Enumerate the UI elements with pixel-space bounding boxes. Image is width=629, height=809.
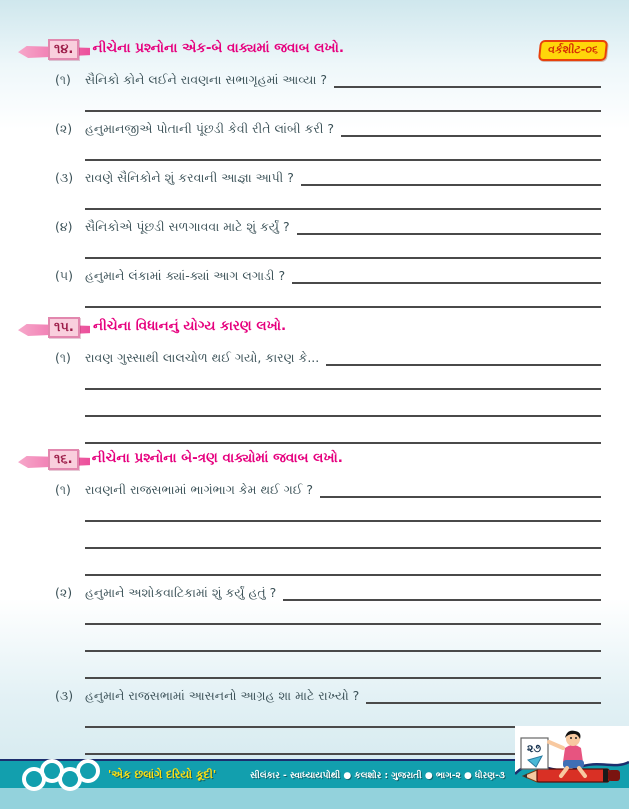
section-title: નીચેના વિધાનનું યોગ્ય કારણ લખો.: [92, 318, 287, 334]
pencil-icon: [523, 769, 620, 782]
answer-line[interactable]: [85, 498, 601, 522]
section-header-14: [30, 38, 601, 62]
section-title: નીચેના પ્રશ્નોના બે-ત્રણ વાક્યોમાં જવાબ લખો.: [91, 450, 343, 466]
question-text: હનુમાનજીએ પોતાની પૂંછડી કેવી રીતે લાંબી કરી ?: [85, 121, 335, 136]
answer-line[interactable]: [85, 137, 601, 161]
answer-line[interactable]: [85, 186, 601, 210]
question-text: હનુમાને અશોકવાટિકામાં શું કર્યું હતું ?: [85, 585, 277, 600]
answer-line[interactable]: [366, 693, 601, 704]
answer-line[interactable]: [326, 355, 601, 366]
question-number: (૧): [55, 350, 71, 365]
page-number-board: [521, 738, 548, 769]
answer-line[interactable]: [85, 420, 601, 444]
question-row: [55, 682, 601, 704]
section-header-15: [30, 316, 601, 340]
book-info: સીલંકાર - સ્વાધ્યાયપોથી ● કલશોર : ગુજરાતી ● ભાગ-૨ ● ધોરણ-૩: [250, 771, 505, 781]
rings-logo-icon: [22, 757, 106, 795]
section-title: નીચેના પ્રશ્નોના એક-બે વાક્યમાં જવાબ લખો.: [92, 40, 345, 56]
footer: [0, 742, 629, 809]
question-text: હનુમાને લંકામાં ક્યાં-ક્યાં આગ લગાડી ?: [85, 268, 286, 283]
question-text: હનુમાને રાજસભામાં આસનનો આગ્રહ શા માટે રાખ્યો ?: [85, 688, 360, 703]
answer-line[interactable]: [334, 77, 601, 88]
question-row: [55, 262, 601, 284]
question-number: (૧): [55, 72, 71, 87]
answer-line[interactable]: [301, 175, 601, 186]
answer-line[interactable]: [85, 552, 601, 576]
question-number: (૧): [55, 482, 71, 497]
question-row: [55, 213, 601, 235]
answer-line[interactable]: [85, 628, 601, 652]
answer-line[interactable]: [85, 88, 601, 112]
answer-line[interactable]: [85, 525, 601, 549]
answer-line[interactable]: [297, 224, 601, 235]
question-text: રાવણની રાજસભામાં ભાગંભાગ કેમ થઈ ગઈ ?: [85, 482, 314, 497]
question-row: [55, 476, 601, 498]
answer-line[interactable]: [85, 601, 601, 625]
section-header-16: [30, 448, 601, 472]
answer-line[interactable]: [85, 284, 601, 308]
question-row: [55, 344, 601, 366]
page-number: ૨૭: [526, 742, 542, 755]
question-number: (૨): [55, 585, 73, 600]
section-number: ૧૬.: [48, 449, 79, 470]
answer-line[interactable]: [320, 487, 601, 498]
answer-line[interactable]: [283, 590, 601, 601]
question-number: (૩): [55, 688, 74, 703]
question-row: [55, 115, 601, 137]
answer-line[interactable]: [85, 235, 601, 259]
question-text: સૈનિકોએ પૂંછડી સળગાવવા માટે શું કર્યું ?: [85, 219, 290, 234]
answer-line[interactable]: [292, 273, 601, 284]
question-number: (૫): [55, 268, 73, 283]
question-text: રાવણે સૈનિકોને શું કરવાની આજ્ઞા આપી ?: [85, 170, 294, 185]
question-number: (૪): [55, 219, 73, 234]
question-text: સૈનિકો કોને લઈને રાવણના સભાગૃહમાં આવ્યા ?: [85, 72, 328, 87]
section-number: ૧૫.: [48, 317, 80, 338]
worksheet-number-badge: વર્કશીટ-૦૬: [538, 40, 608, 61]
answer-line[interactable]: [85, 393, 601, 417]
question-number: (૩): [55, 170, 74, 185]
answer-line[interactable]: [341, 126, 601, 137]
question-number: (૨): [55, 121, 73, 136]
chapter-title-quote: 'એક છલાંગે દરિયો કૂદી': [108, 768, 217, 781]
section-number: ૧૪.: [48, 39, 79, 60]
answer-line[interactable]: [85, 366, 601, 390]
question-row: [55, 579, 601, 601]
question-text: રાવણ ગુસ્સાથી લાલચોળ થઈ ગયો, કારણ કે...: [85, 350, 320, 365]
mascot-boy-on-pencil: [515, 726, 629, 790]
question-row: [55, 164, 601, 186]
answer-line[interactable]: [85, 704, 601, 728]
answer-line[interactable]: [85, 655, 601, 679]
question-row: [55, 66, 601, 88]
